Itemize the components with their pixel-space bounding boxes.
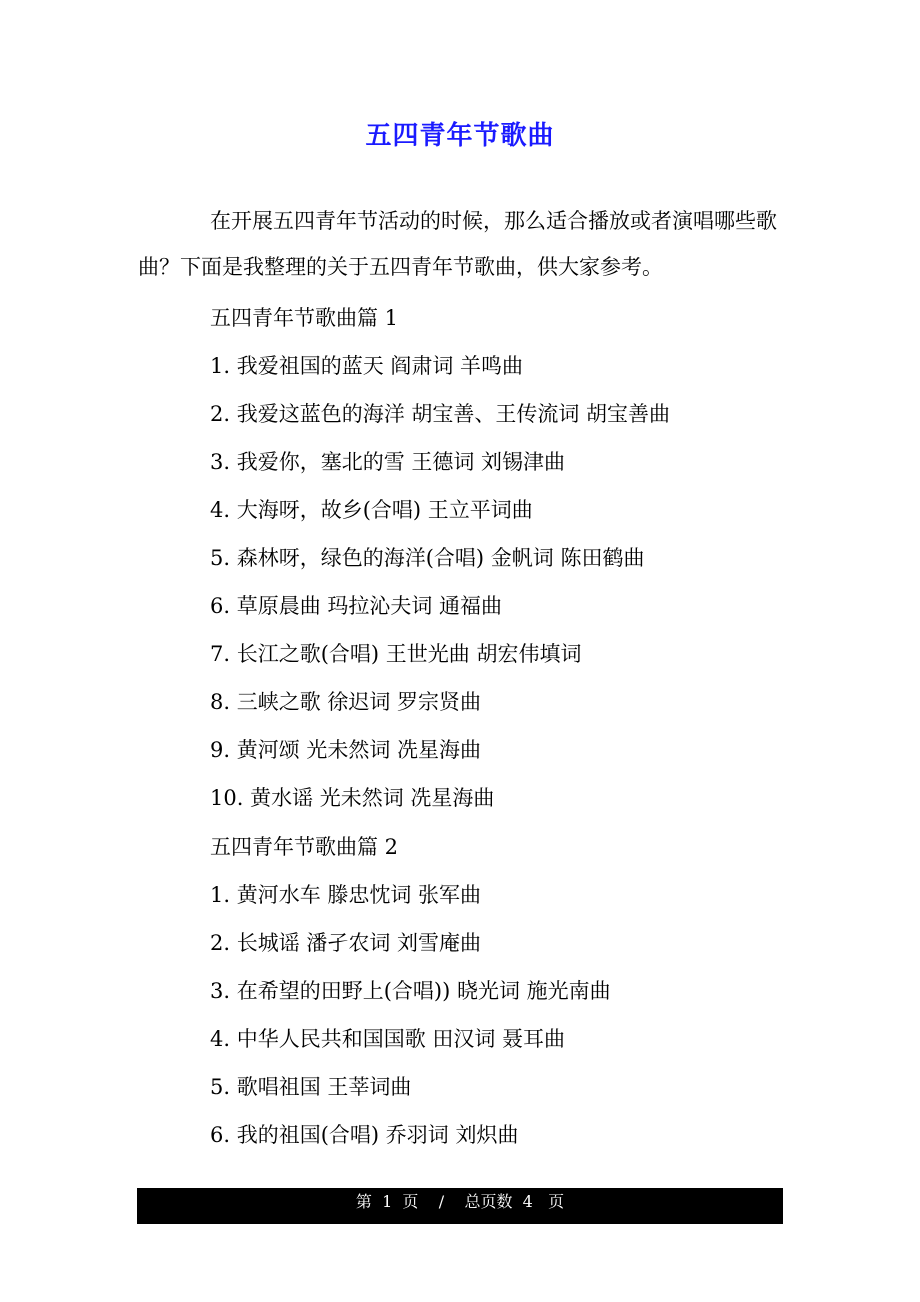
list-item: 7. 长江之歌(合唱) 王世光曲 胡宏伟填词 [210, 642, 582, 666]
list-item: 2. 长城谣 潘孑农词 刘雪庵曲 [210, 931, 482, 955]
list-item: 6. 草原晨曲 玛拉沁夫词 通福曲 [210, 594, 503, 618]
section-heading-2: 五四青年节歌曲篇 2 [210, 835, 399, 859]
list-item: 4. 中华人民共和国国歌 田汉词 聂耳曲 [210, 1027, 566, 1051]
list-item: 1. 我爱祖国的蓝天 阎肃词 羊鸣曲 [210, 354, 524, 378]
section-heading-1: 五四青年节歌曲篇 1 [210, 306, 399, 330]
list-item: 4. 大海呀，故乡(合唱) 王立平词曲 [210, 498, 533, 522]
list-item: 6. 我的祖国(合唱) 乔羽词 刘炽曲 [210, 1123, 519, 1147]
intro-paragraph: 在开展五四青年节活动的时候，那么适合播放或者演唱哪些歌曲？下面是我整理的关于五四青年节歌曲，供大家参考。 [138, 209, 777, 279]
list-item: 10. 黄水谣 光未然词 冼星海曲 [210, 786, 495, 810]
list-item: 1. 黄河水车 滕忠忱词 张军曲 [210, 883, 482, 907]
list-item: 3. 在希望的田野上(合唱)) 晓光词 施光南曲 [210, 979, 611, 1003]
list-item: 9. 黄河颂 光未然词 冼星海曲 [210, 738, 482, 762]
list-item: 5. 歌唱祖国 王莘词曲 [210, 1075, 412, 1099]
list-item: 2. 我爱这蓝色的海洋 胡宝善、王传流词 胡宝善曲 [210, 402, 671, 426]
list-item: 8. 三峡之歌 徐迟词 罗宗贤曲 [210, 690, 482, 714]
page-footer: 第 1 页 / 总页数 4 页 [137, 1188, 783, 1224]
page-title: 五四青年节歌曲 [365, 121, 555, 151]
list-item: 3. 我爱你，塞北的雪 王德词 刘锡津曲 [210, 450, 566, 474]
list-item: 5. 森林呀，绿色的海洋(合唱) 金帆词 陈田鹤曲 [210, 546, 645, 570]
